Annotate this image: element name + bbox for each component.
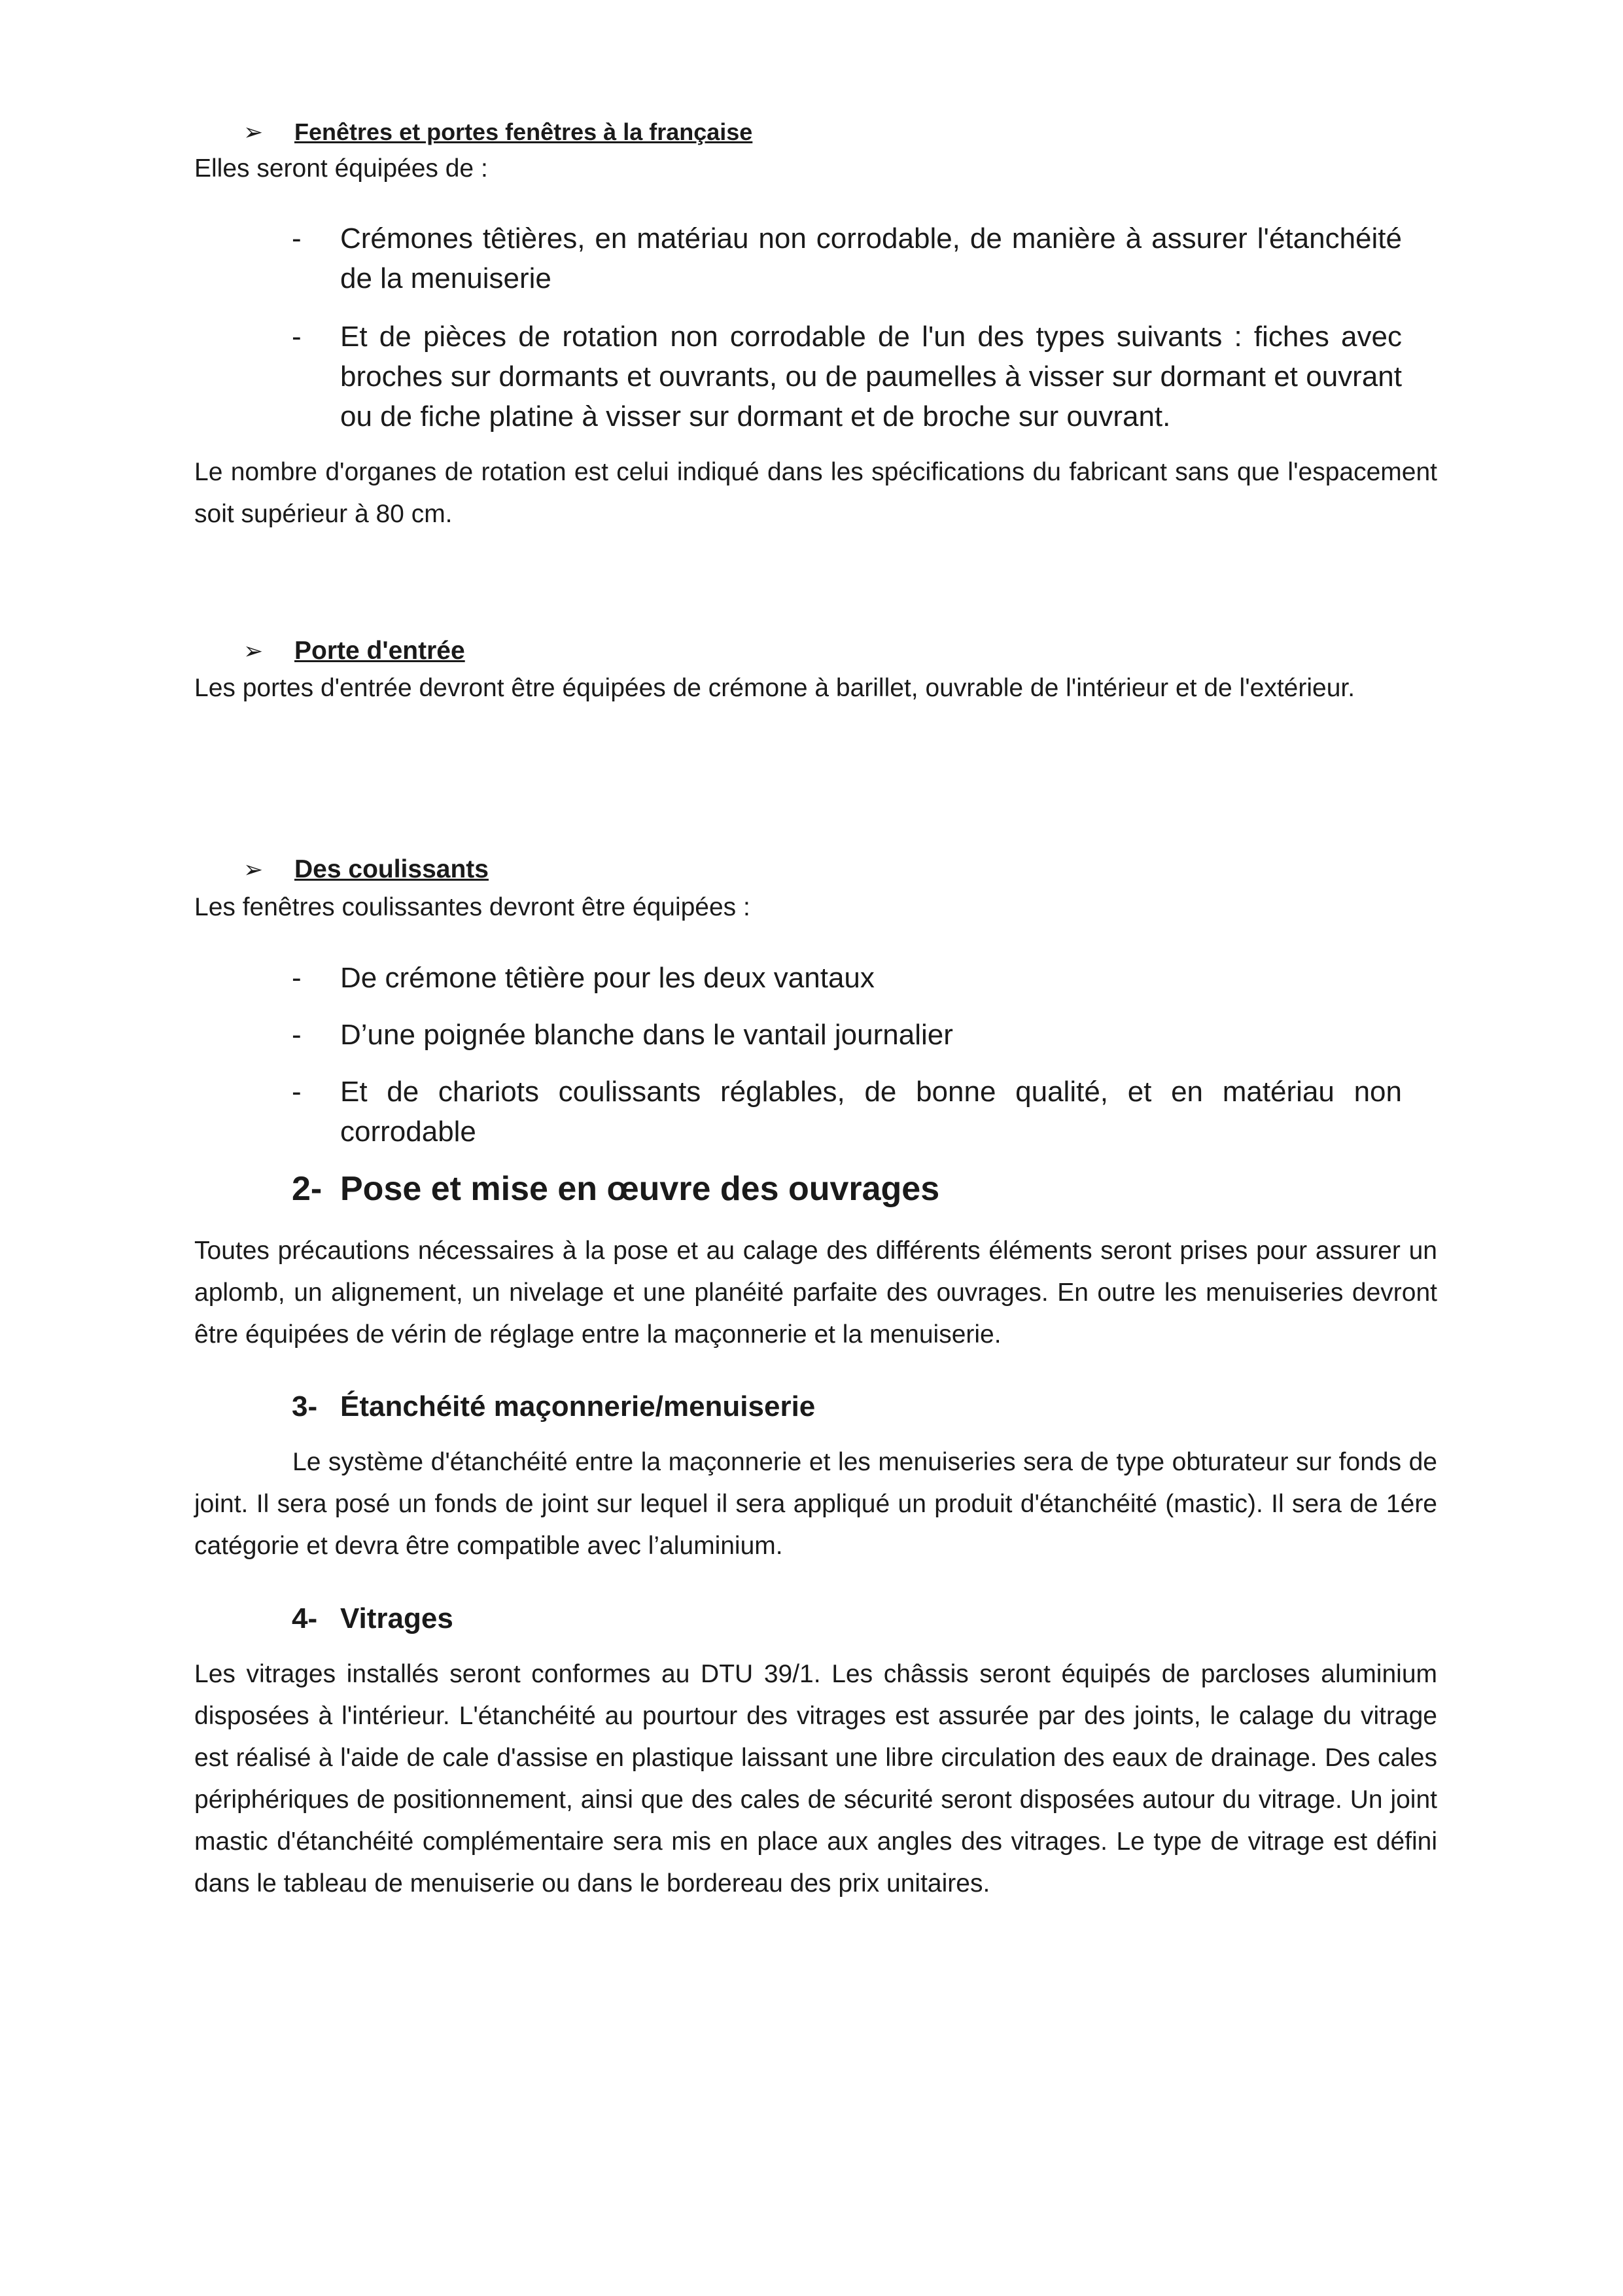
coulissants-intro: Les fenêtres coulissantes devront être équipées : bbox=[194, 893, 750, 921]
heading-coulissants-label: Des coulissants bbox=[294, 855, 489, 883]
list-item-text: De crémone têtière pour les deux vantaux bbox=[340, 962, 875, 994]
heading-fenetres-label: Fenêtres et portes fenêtres à la française bbox=[294, 118, 753, 145]
fenetres-note: Le nombre d'organes de rotation est celui indiqué dans les spécifications du fabricant sans que l'espacement soit supérieur à 80 cm. bbox=[194, 458, 1437, 528]
section-title: Vitrages bbox=[340, 1602, 453, 1634]
heading-porte bbox=[243, 631, 465, 671]
fenetres-intro: Elles seront équipées de : bbox=[194, 154, 488, 183]
dash-bullet: - bbox=[292, 321, 302, 353]
section-heading-vitrages bbox=[292, 1598, 453, 1640]
list-item-text: Et de pièces de rotation non corrodable de l'un des types suivants : fiches avec broches sur dormants et ouvrants, ou de paumelles à visser sur dormant et ouvrant ou de fiche platine à visser sur dormant et de broche sur ouvrant. bbox=[340, 321, 1402, 433]
section-title: Pose et mise en œuvre des ouvrages bbox=[340, 1170, 940, 1208]
list-item bbox=[292, 317, 1402, 436]
arrowhead-bullet-icon: ➢ bbox=[243, 118, 264, 145]
dash-bullet: - bbox=[292, 962, 302, 994]
list-item-text: Et de chariots coulissants réglables, de bonne qualité, et en matériau non corrodable bbox=[340, 1076, 1402, 1148]
heading-fenetres bbox=[243, 113, 752, 152]
list-item bbox=[292, 1072, 1402, 1152]
list-item bbox=[292, 219, 1402, 298]
section-heading-etancheite bbox=[292, 1386, 815, 1428]
dash-bullet: - bbox=[292, 1019, 302, 1051]
section-heading-pose bbox=[292, 1166, 939, 1212]
list-item-text: Crémones têtières, en matériau non corrodable, de manière à assurer l'étanchéité de la menuiserie bbox=[340, 222, 1402, 294]
heading-porte-label: Porte d'entrée bbox=[294, 637, 465, 665]
dash-bullet: - bbox=[292, 1076, 302, 1108]
section-number: 4- bbox=[292, 1602, 318, 1634]
section-number: 2- bbox=[292, 1170, 323, 1208]
arrowhead-bullet-icon: ➢ bbox=[243, 856, 264, 883]
list-item-text: D’une poignée blanche dans le vantail journalier bbox=[340, 1019, 953, 1051]
dash-bullet: - bbox=[292, 222, 302, 255]
heading-coulissants bbox=[243, 850, 489, 889]
list-item bbox=[292, 958, 1402, 998]
porte-text: Les portes d'entrée devront être équipées de crémone à barillet, ouvrable de l'intérieur et de l'extérieur. bbox=[194, 674, 1355, 702]
section-number: 3- bbox=[292, 1390, 318, 1422]
vitrages-text: Les vitrages installés seront conformes au DTU 39/1. Les châssis seront équipés de parcloses aluminium disposées à l'intérieur. L'étanchéité au pourtour des vitrages est assurée par des joints, le calage du vitrage est réalisé à l'aide de cale d'assise en plastique laissant une libre circulation des eaux de drainage. Des cales périphériques de positionnement, ainsi que des cales de sécurité seront disposées autour du vitrage. Un joint mastic d'étanchéité complémentaire sera mis en place aux angles des vitrages. Le type de vitrage est défini dans le tableau de menuiserie ou dans le bordereau des prix unitaires. bbox=[194, 1660, 1437, 1898]
etancheite-text: Le système d'étanchéité entre la maçonnerie et les menuiseries sera de type obturateur sur fonds de joint. Il sera posé un fonds de joint sur lequel il sera appliqué un produit d'étanchéité (mastic). Il sera de 1ére catégorie et devra être compatible avec l’aluminium. bbox=[194, 1448, 1437, 1560]
arrowhead-bullet-icon: ➢ bbox=[243, 637, 264, 664]
list-item bbox=[292, 1015, 1402, 1055]
section-title: Étanchéité maçonnerie/menuiserie bbox=[340, 1390, 816, 1422]
pose-text: Toutes précautions nécessaires à la pose et au calage des différents éléments seront prises pour assurer un aplomb, un alignement, un nivelage et une planéité parfaite des ouvrages. En outre les menuiseries devront être équipées de vérin de réglage entre la maçonnerie et la menuiserie. bbox=[194, 1237, 1437, 1349]
